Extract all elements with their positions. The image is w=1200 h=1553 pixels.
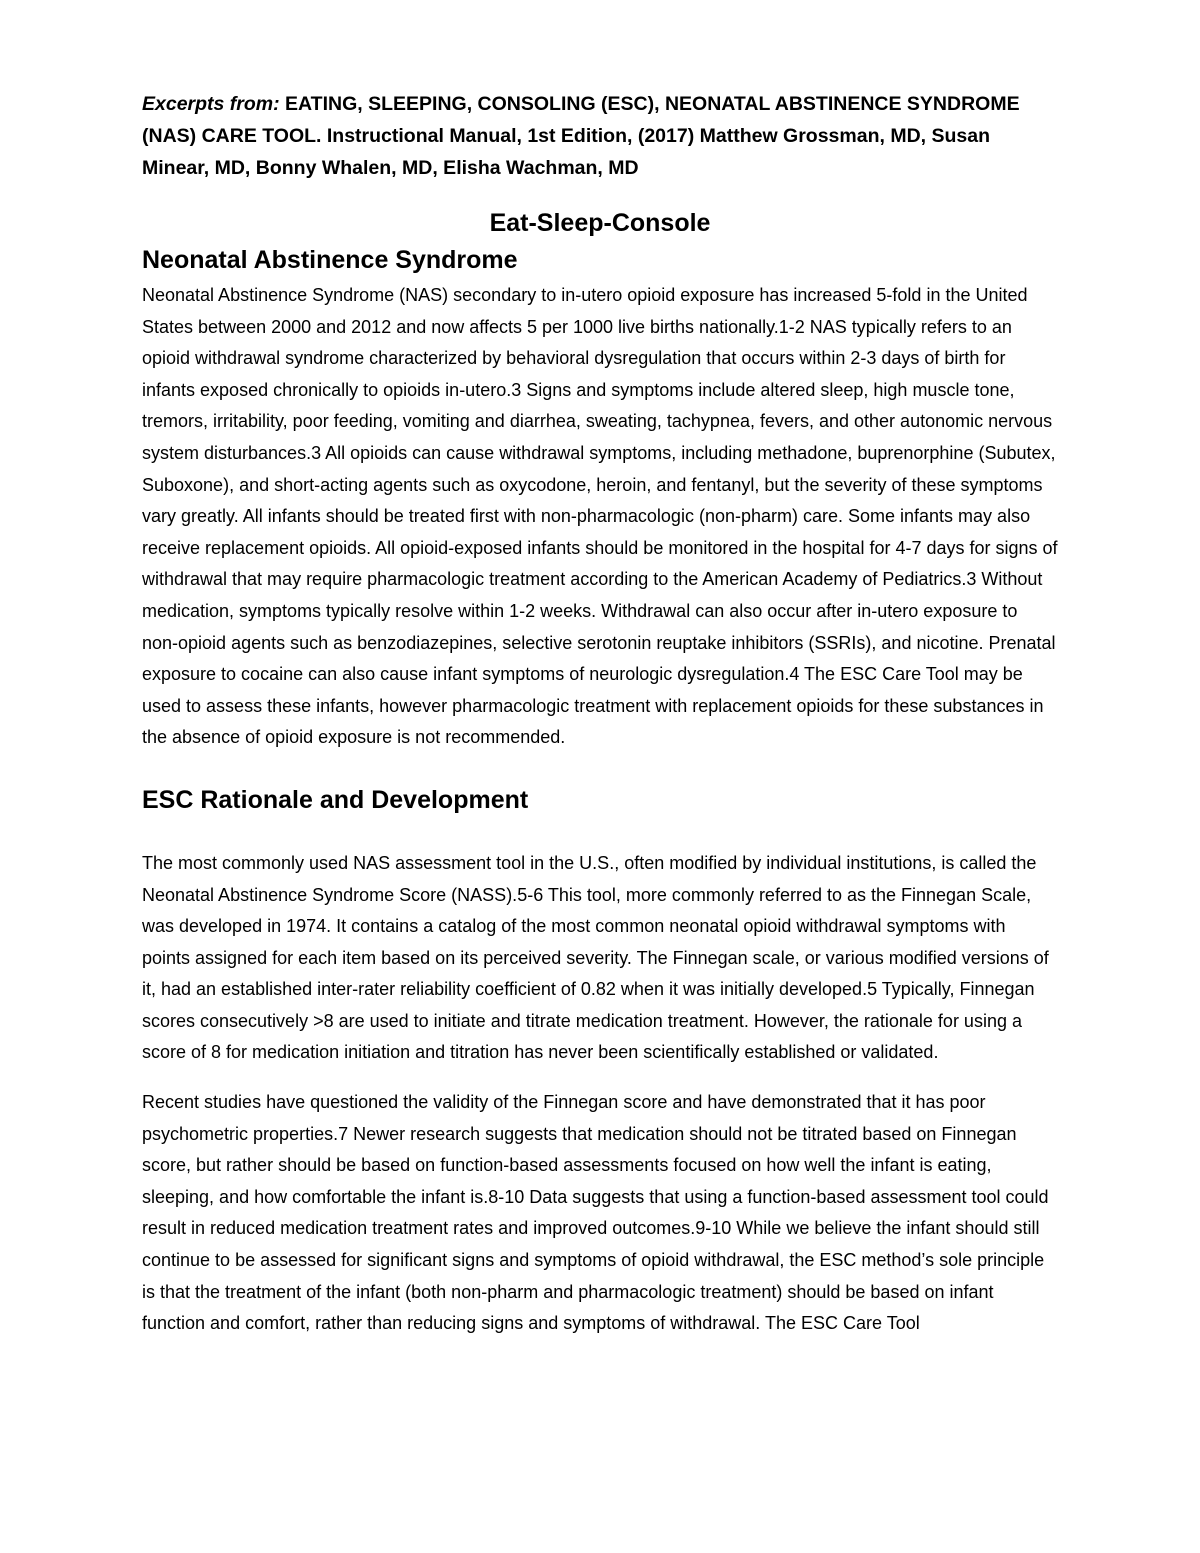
paragraph-finnegan-scale: The most commonly used NAS assessment tool in the U.S., often modified by individual institutions, is called the Neonatal Abstinence Syndrome Score (NASS).5-6 This tool, more commonly referred to as the Finnegan Scale, was developed in 1974. It contains a catalog of the most common neonatal opioid withdrawal symptoms with points assigned for each item based on its perceived severity. The Finnegan scale, or various modified versions of it, had an established inter-rater reliability coefficient of 0.82 when it was initially developed.5 Typically, Finnegan scores consecutively >8 are used to initiate and titrate medication treatment. However, the rationale for using a score of 8 for medication initiation and titration has never been scientifically established or validated. [142,852,1049,1063]
paragraph-nas-overview: Neonatal Abstinence Syndrome (NAS) secondary to in-utero opioid exposure has increased 5-fold in the United States between 2000 and 2012 and now affects 5 per 1000 live births nationally.1-2 NAS typically refers to an opioid withdrawal syndrome characterized by behavioral dysregulation that occurs within 2-3 days of birth for infants exposed chronically to opioids in-utero.3 Signs and symptoms include altered sleep, high muscle tone, tremors, irritability, poor feeding, vomiting and diarrhea, sweating, tachypnea, fevers, and other autonomic nervous system disturbances.3 All opioids can cause withdrawal symptoms, including methadone, buprenorphine (Subutex, Suboxone), and short-acting agents such as oxycodone, heroin, and fentanyl, but the severity of these symptoms vary greatly. All infants should be treated first with non-pharmacologic (non-pharm) care. Some infants may also receive replacement opioids. All opioid-exposed infants should be monitored in the hospital for 4-7 days for signs of withdrawal that may require pharmacologic treatment according to the American Academy of Pediatrics.3 Without medication, symptoms typically resolve within 1-2 weeks. Withdrawal can also occur after in-utero exposure to non-opioid agents such as benzodiazepines, selective serotonin reuptake inhibitors (SSRIs), and nicotine. Prenatal exposure to cocaine can also cause infant symptoms of neurologic dysregulation.4 The ESC Care Tool may be used to assess these infants, however pharmacologic treatment with replacement opioids for these substances in the absence of opioid exposure is not recommended. [142,285,1058,748]
paragraph-spacer [142,1069,1058,1087]
section-heading-rationale: ESC Rationale and Development [142,785,529,814]
excerpt-lead: Excerpts from: [142,93,280,115]
excerpt-citation-block [142,88,1058,184]
paragraph-function-based-assessment: Recent studies have questioned the validity of the Finnegan score and have demonstrated that it has poor psychometric properties.7 Newer research suggests that medication should not be titrated based on Finnegan score, but rather should be based on function-based assessments focused on how well the infant is eating, sleeping, and how comfortable the infant is.8-10 Data suggests that using a function-based assessment tool could result in reduced medication treatment rates and improved outcomes.9-10 While we believe the infant should still continue to be assessed for significant signs and symptoms of opioid withdrawal, the ESC method’s sole principle is that the treatment of the infant (both non-pharm and pharmacologic treatment) should be based on infant function and comfort, rather than reducing signs and symptoms of withdrawal. The ESC Care Tool [142,1092,1049,1334]
document-title: Eat-Sleep-Console [489,209,711,237]
document-subtitle: Neonatal Abstinence Syndrome [142,246,518,274]
excerpt-citation: EATING, SLEEPING, CONSOLING (ESC), NEONATAL ABSTINENCE SYNDROME (NAS) CARE TOOL. Instructional Manual, 1st Edition, (2017) Matthew Grossman, MD, Susan Minear, MD, Bonny Whalen, MD, Elisha Wachman, MD [142,93,1020,179]
